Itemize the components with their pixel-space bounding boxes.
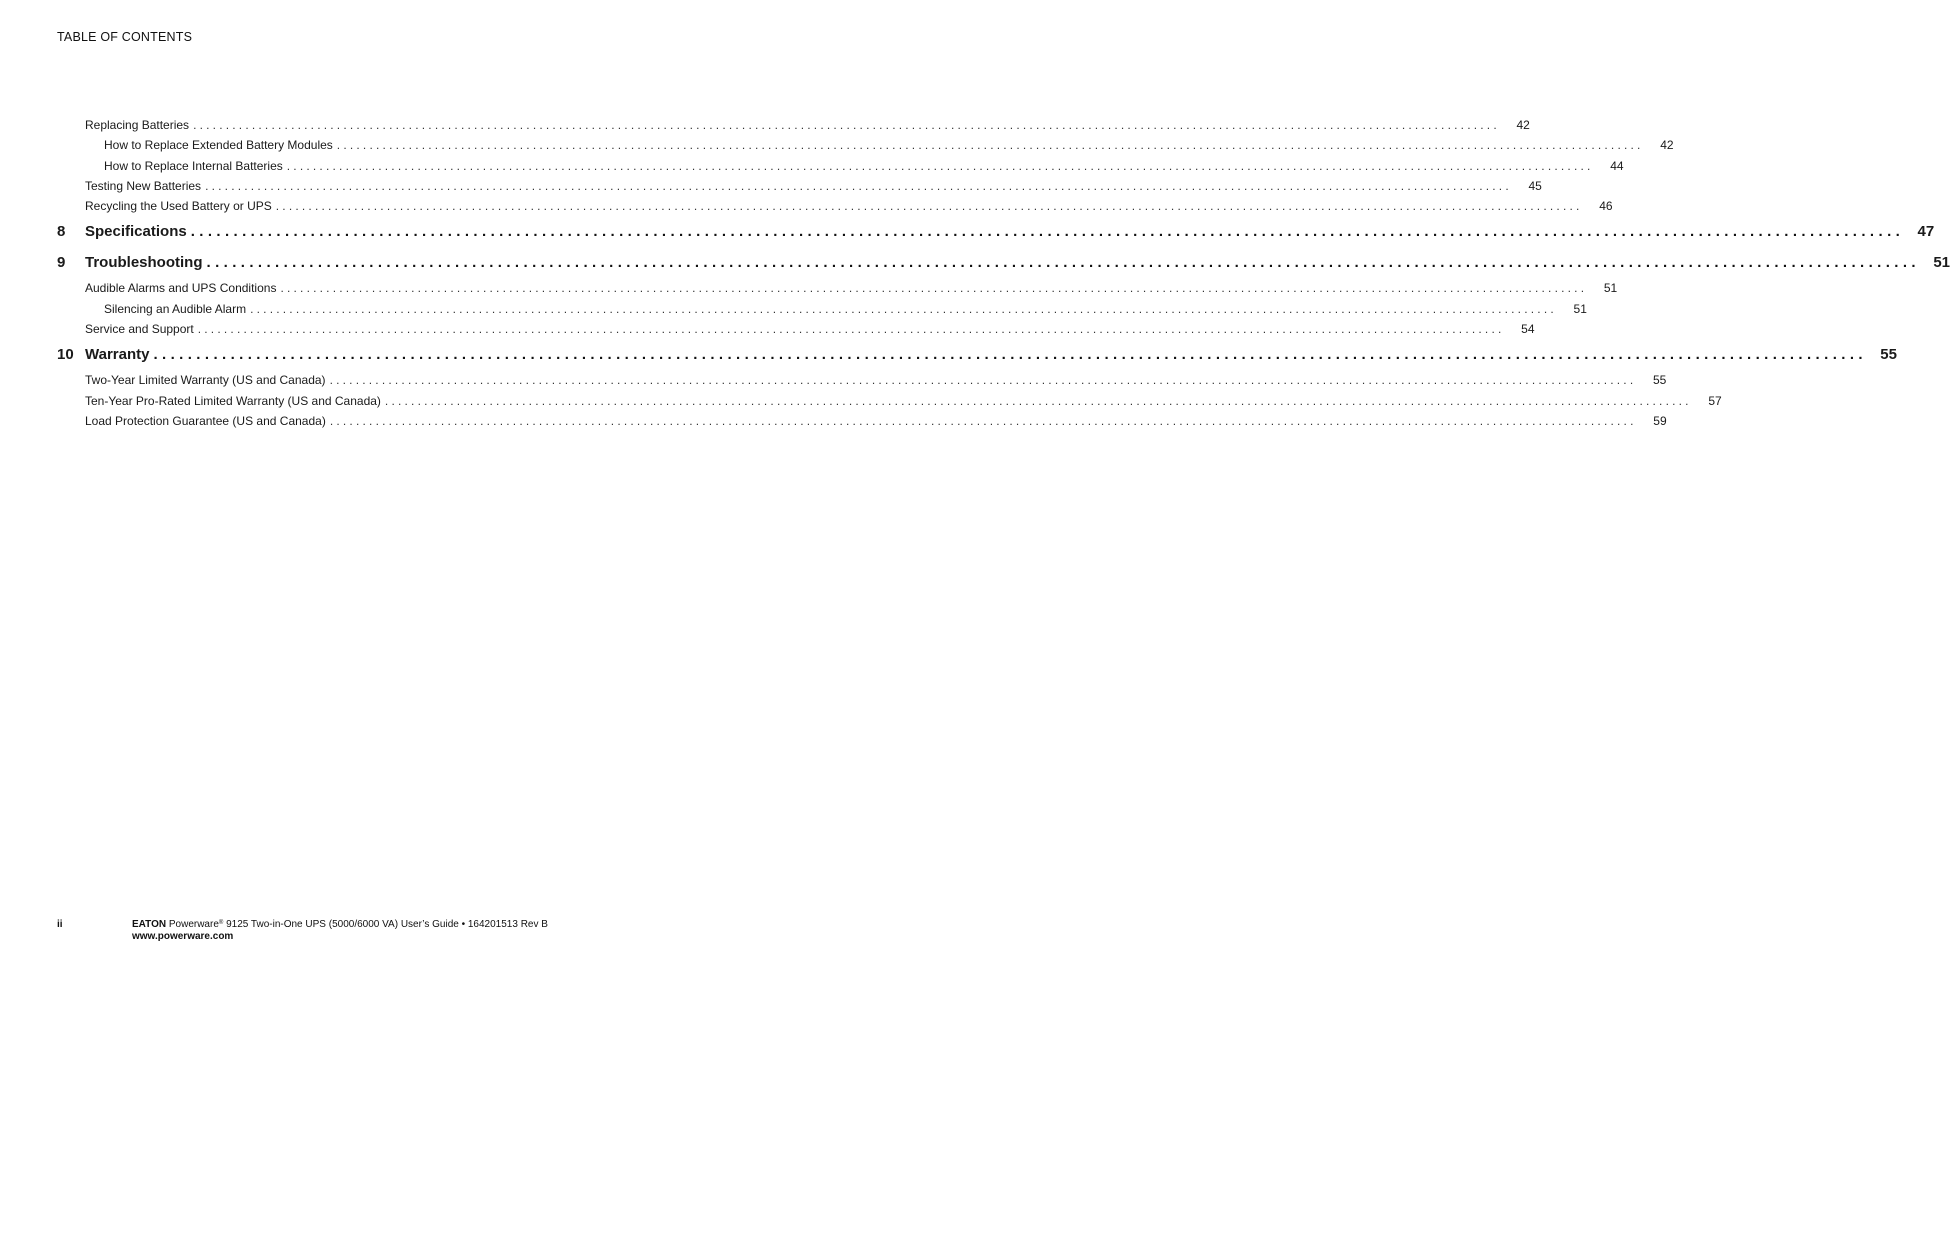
toc-entry-title: Replacing Batteries (85, 115, 193, 135)
toc-dot-leader: ........................................................................................................................................................................................................ (384, 393, 1692, 408)
footer-document-title (132, 919, 548, 930)
toc-entry-title: Service and Support (85, 319, 198, 339)
toc-page-number: 51 (1603, 281, 1618, 296)
toc-section-entry[interactable] (57, 176, 1542, 196)
toc-chapter-number: 10 (57, 346, 74, 364)
footer-description: 9125 Two-in-One UPS (5000/6000 VA) User’s Guide • 164201513 Rev B (223, 919, 548, 930)
footer-product: Powerware (168, 919, 219, 930)
toc-dot-leader: ........................................................................................................................................................................................................ (286, 158, 1594, 173)
toc-dot-leader: ........................................................................................................................................................................................................ (205, 178, 1512, 193)
toc-page-number: 42 (1516, 118, 1530, 132)
toc-page-number: 47 (1917, 223, 1935, 241)
toc-section-entry[interactable] (57, 319, 1535, 339)
toc-dot-leader: ........................................................................................................................................................................................................ (197, 322, 1505, 337)
toc-entry-title: Audible Alarms and UPS Conditions (85, 278, 280, 298)
toc-page-number: 51 (1933, 254, 1950, 272)
toc-dot-leader: ........................................................................................................................................................................................................ (280, 281, 1588, 296)
toc-subsection-entry[interactable] (57, 135, 1674, 155)
page-folio: ii (57, 919, 63, 930)
toc-chapter-entry[interactable] (57, 247, 1950, 278)
toc-subsection-entry[interactable] (57, 156, 1624, 176)
toc-page-number: 55 (1653, 373, 1667, 388)
toc-dot-leader: ........................................................................................................................................................................................................ (190, 223, 1905, 241)
toc-entry-title: Load Protection Guarantee (US and Canada) (85, 411, 330, 431)
registered-mark: ® (218, 920, 224, 926)
toc-subsection-entry[interactable] (57, 299, 1587, 319)
toc-dot-leader: ........................................................................................................................................................................................................ (250, 301, 1557, 316)
toc-entry-title: Recycling the Used Battery or UPS (85, 196, 276, 216)
toc-entry-title: Troubleshooting (85, 247, 207, 278)
toc-dot-leader: ........................................................................................................................................................................................................ (206, 254, 1920, 272)
toc-page-number: 45 (1528, 178, 1542, 193)
toc-entry-title: Ten-Year Pro-Rated Limited Warranty (US and Canada) (85, 391, 385, 411)
footer-brand: EATON (132, 919, 167, 930)
toc-page-number: 55 (1880, 346, 1897, 364)
toc-page-number: 57 (1708, 393, 1722, 408)
toc-page-number: 44 (1610, 158, 1624, 173)
toc-entry-title: Specifications (85, 216, 191, 247)
toc-entry-title: How to Replace Internal Batteries (104, 156, 287, 176)
toc-dot-leader: ........................................................................................................................................................................................................ (275, 199, 1583, 214)
toc-chapter-number: 8 (57, 223, 66, 241)
toc-section-entry[interactable] (57, 196, 1613, 216)
toc-chapter-entry[interactable] (57, 339, 1897, 370)
toc-section-entry[interactable] (57, 411, 1667, 431)
toc-page-number: 54 (1521, 322, 1535, 337)
toc-dot-leader: ........................................................................................................................................................................................................ (153, 346, 1867, 364)
toc-chapter-entry[interactable] (57, 216, 1935, 247)
toc-section-entry[interactable] (57, 391, 1722, 411)
toc-dot-leader: ........................................................................................................................................................................................................ (336, 138, 1644, 153)
toc-entry-title: How to Replace Extended Battery Modules (104, 135, 337, 155)
toc-dot-leader: ........................................................................................................................................................................................................ (329, 373, 1637, 388)
running-head: TABLE OF CONTENTS (57, 30, 193, 44)
toc-entry-title: Silencing an Audible Alarm (104, 299, 250, 319)
table-of-contents (57, 115, 1950, 431)
toc-page-number: 51 (1573, 301, 1587, 316)
toc-dot-leader: ........................................................................................................................................................................................................ (329, 413, 1637, 428)
toc-entry-title: Warranty (85, 339, 153, 370)
toc-page-number: 42 (1660, 138, 1674, 153)
toc-page-number: 59 (1653, 413, 1667, 428)
toc-dot-leader: ........................................................................................................................................................................................................ (193, 118, 1500, 132)
toc-page-number: 46 (1599, 199, 1613, 214)
toc-section-entry[interactable] (57, 115, 1530, 135)
toc-section-entry[interactable] (57, 370, 1667, 390)
toc-entry-title: Testing New Batteries (85, 176, 205, 196)
toc-entry-title: Two-Year Limited Warranty (US and Canada) (85, 370, 330, 390)
footer-website[interactable]: www.powerware.com (132, 931, 234, 942)
toc-section-entry[interactable] (57, 278, 1618, 298)
toc-chapter-number: 9 (57, 254, 66, 272)
